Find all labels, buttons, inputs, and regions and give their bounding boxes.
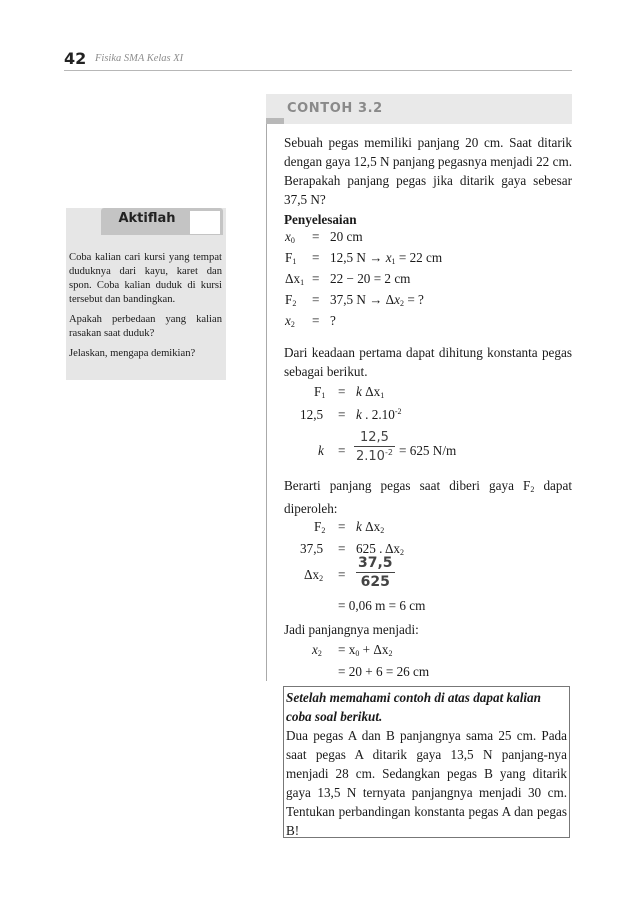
activity-title: Aktiflah: [118, 211, 176, 226]
activity-text: [69, 251, 222, 367]
example-left-rule: [266, 124, 267, 681]
dx2-fraction: 37,5 625: [358, 555, 393, 590]
activity-tab-notch: [190, 211, 220, 234]
dx2-result: = 0,06 m = 6 cm: [338, 598, 426, 613]
solution-heading: Penyelesaian: [284, 212, 357, 227]
exercise-body: Dua pegas A dan B panjangnya sama 25 cm. Pada saat pegas A ditarik gaya 13,5 N panjang-nya menjadi 28 cm. Sedangkan pegas B yang ditarik gaya 13,5 N ternyata panjangnya menjadi 30 cm. Tentukan perbandingan konstanta pegas A dan pegas B!: [286, 728, 567, 838]
length-text: Berarti panjang pegas saat diberi gaya $F_2$ dapat diperoleh:: [284, 478, 572, 516]
constant-text: Dari keadaan pertama dapat dihitung konstanta pegas sebagai berikut.: [284, 345, 572, 379]
page-number: 42: [64, 49, 87, 68]
activity-paragraph: Apakah perbedaan yang kalian rasakan saat duduk?: [69, 314, 222, 339]
book-title: Fisika SMA Kelas XI: [95, 53, 184, 64]
k-result: = 625 N/m: [399, 443, 457, 458]
example-title-stripe: [266, 118, 284, 124]
example-title: CONTOH 3.2: [287, 101, 383, 116]
example-problem: Sebuah pegas memiliki panjang 20 cm. Saat ditarik dengan gaya 12,5 N panjang pegasnya menjadi 22 cm. Berapakah panjang pegas jika ditarik gaya sebesar 37,5 N?: [284, 135, 572, 207]
final-calc-line2: = 20 + 6 = 26 cm: [338, 664, 430, 679]
activity-paragraph: Coba kalian cari kursi yang tempat duduknya dari kayu, karet dan spon. Coba kalian duduk di kursi tersebut dan bandingkan.: [69, 252, 222, 305]
k-fraction: 12,5 $2.10^{-2}$: [356, 430, 393, 464]
header-rule: [64, 70, 572, 71]
final-text: Jadi panjangnya menjadi:: [284, 622, 419, 637]
exercise-lead: Setelah memahami contoh di atas dapat kalian coba soal berikut.: [286, 690, 541, 724]
activity-paragraph: Jelaskan, mengapa demikian?: [69, 348, 196, 359]
